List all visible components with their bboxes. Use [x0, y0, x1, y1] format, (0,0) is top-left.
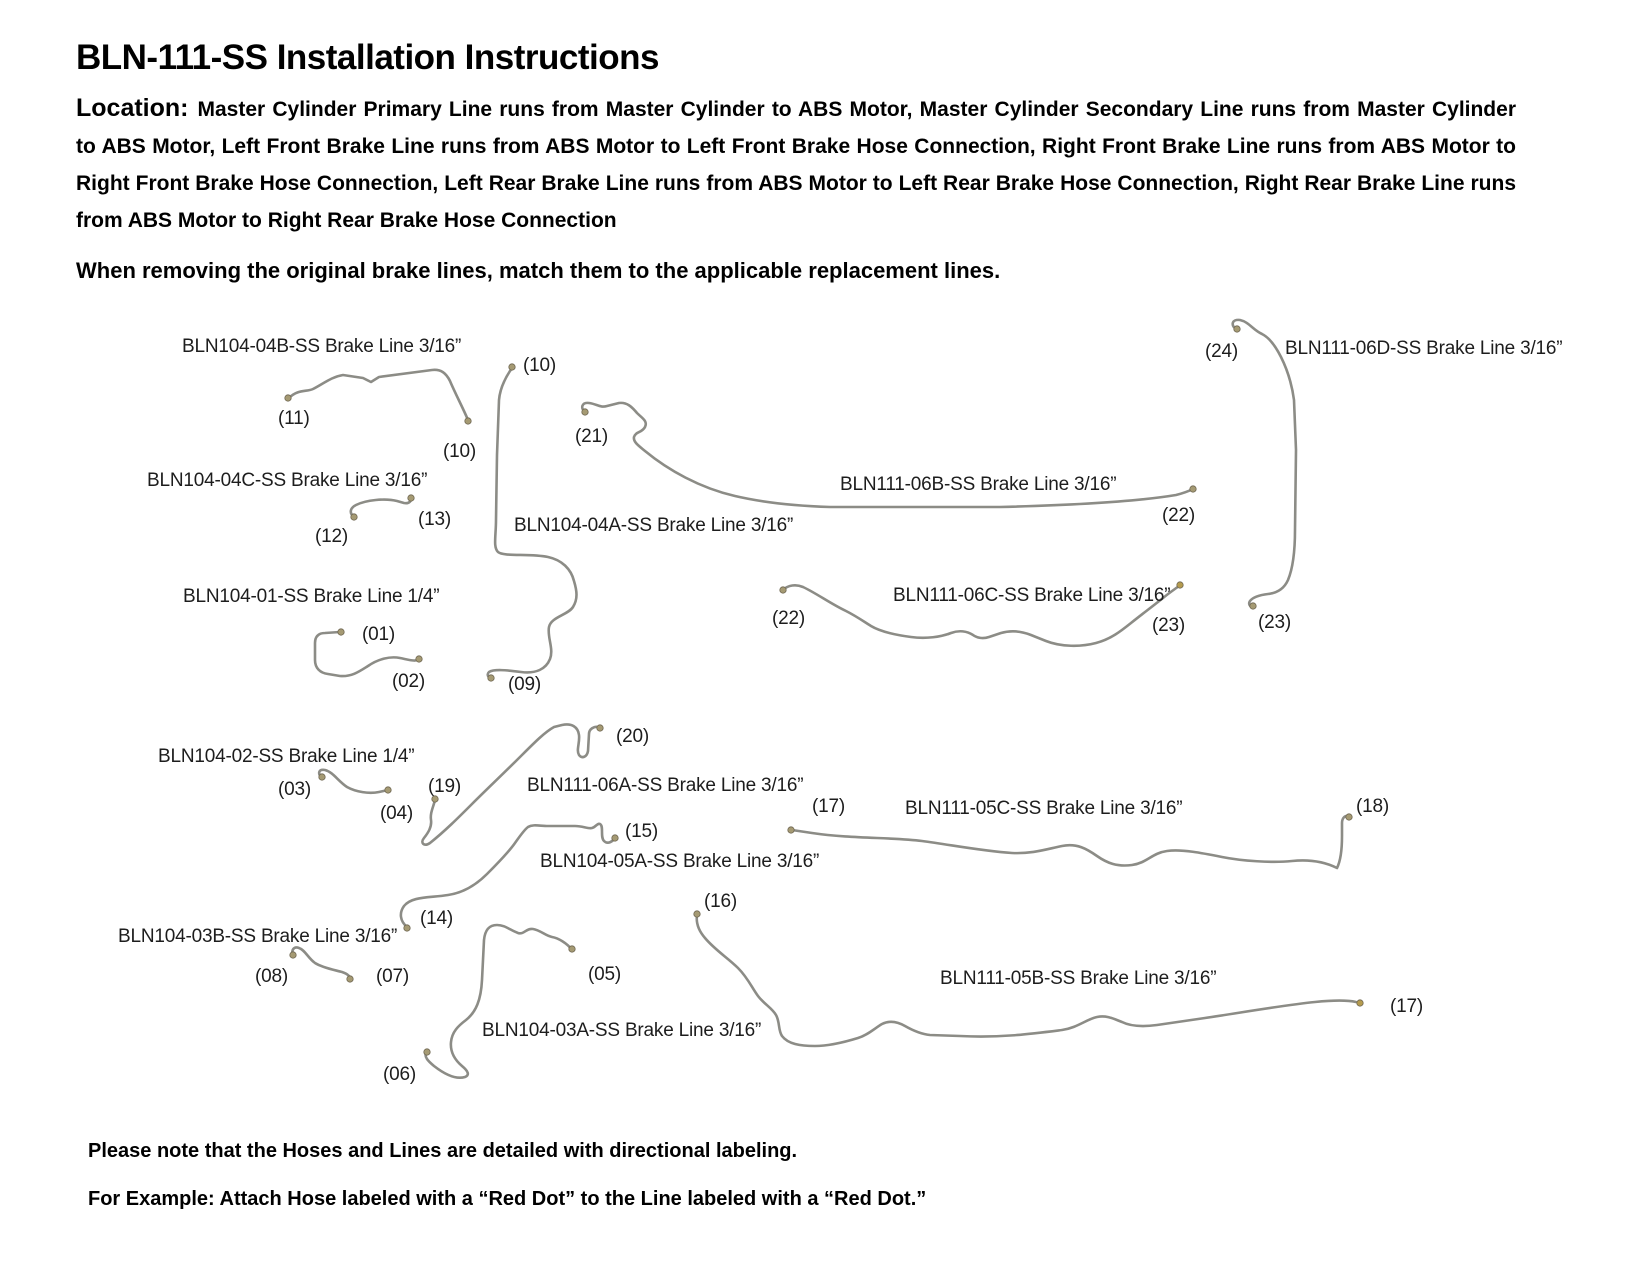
connector-label-24: (24): [1205, 341, 1238, 362]
connector-label-21: (21): [575, 426, 608, 447]
connector-label-08: (08): [255, 966, 288, 987]
connector-label-05: (05): [588, 964, 621, 985]
part-label-bln104-04c: BLN104-04C-SS Brake Line 3/16”: [147, 470, 428, 491]
part-label-bln104-01: BLN104-01-SS Brake Line 1/4”: [183, 586, 440, 607]
part-label-bln111-06d: BLN111-06D-SS Brake Line 3/16”: [1285, 338, 1563, 359]
part-label-bln104-04a: BLN104-04A-SS Brake Line 3/16”: [514, 515, 794, 536]
connector-label-07: (07): [376, 966, 409, 987]
note-directional: Please note that the Hoses and Lines are detailed with directional labeling.: [88, 1140, 798, 1162]
connector-label-12: (12): [315, 526, 348, 547]
connector-label-03: (03): [278, 779, 311, 800]
connector-label-04: (04): [380, 803, 413, 824]
connector-label-18: (18): [1356, 796, 1389, 817]
connector-label-11: (11): [278, 408, 310, 429]
connector-label-19: (19): [428, 776, 461, 797]
connector-label-01: (01): [362, 624, 395, 645]
connector-label-22-c: (22): [772, 608, 805, 629]
part-label-bln104-02: BLN104-02-SS Brake Line 1/4”: [158, 746, 415, 767]
connector-label-17-c: (17): [812, 796, 845, 817]
part-label-bln104-05a: BLN104-05A-SS Brake Line 3/16”: [540, 851, 820, 872]
connector-label-20: (20): [616, 726, 649, 747]
part-label-bln111-05b: BLN111-05B-SS Brake Line 3/16”: [940, 968, 1217, 989]
location-label: Location:: [76, 94, 189, 122]
connector-label-10-end: (10): [443, 441, 476, 462]
connector-label-23-d: (23): [1258, 612, 1291, 633]
part-label-bln111-06a: BLN111-06A-SS Brake Line 3/16”: [527, 775, 804, 796]
connector-label-15: (15): [625, 821, 658, 842]
connector-label-17-b: (17): [1390, 996, 1423, 1017]
part-label-bln111-06c: BLN111-06C-SS Brake Line 3/16”: [893, 585, 1171, 606]
connector-label-16: (16): [704, 891, 737, 912]
connector-label-10-top: (10): [523, 355, 556, 376]
connector-label-22-b: (22): [1162, 505, 1195, 526]
part-label-bln111-06b: BLN111-06B-SS Brake Line 3/16”: [840, 474, 1117, 495]
connector-label-06: (06): [383, 1064, 416, 1085]
connector-label-13: (13): [418, 509, 451, 530]
connector-label-02: (02): [392, 671, 425, 692]
connector-label-14: (14): [420, 908, 453, 929]
match-instruction: When removing the original brake lines, match them to the applicable replacement lines.: [76, 258, 1001, 283]
part-label-bln111-05c: BLN111-05C-SS Brake Line 3/16”: [905, 798, 1183, 819]
page-title: BLN-111-SS Installation Instructions: [76, 38, 659, 77]
location-text: Master Cylinder Primary Line runs from Master Cylinder to ABS Motor, Master Cylinder Secondary Line runs from Master Cylinder to ABS Motor, Left Front Brake Line runs from ABS Motor to Left Front Brake Hose Connection, Right Front Brake Line runs from ABS Motor to Right Front Brake Hose Connection, Left Rear Brake Line runs from ABS Motor to Left Rear Brake Hose Connection, Right Rear Brake Line runs from ABS Motor to Right Rear Brake Hose Connection: [76, 98, 1516, 232]
connector-label-09: (09): [508, 674, 541, 695]
part-label-bln104-04b: BLN104-04B-SS Brake Line 3/16”: [182, 336, 462, 357]
part-label-bln104-03a: BLN104-03A-SS Brake Line 3/16”: [482, 1020, 762, 1041]
note-example: For Example: Attach Hose labeled with a “Red Dot” to the Line labeled with a “Red Dot.”: [88, 1188, 927, 1210]
connector-label-23-c: (23): [1152, 615, 1185, 636]
part-label-bln104-03b: BLN104-03B-SS Brake Line 3/16”: [118, 926, 398, 947]
